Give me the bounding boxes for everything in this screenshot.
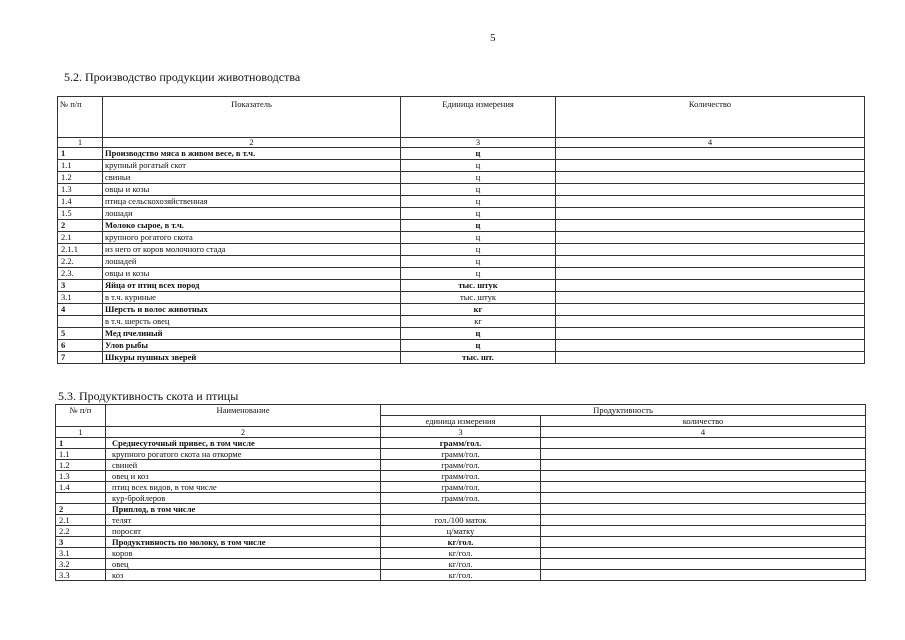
header-number: № п/п xyxy=(56,405,106,427)
row-quantity xyxy=(541,471,866,482)
row-number: 1 xyxy=(56,438,106,449)
row-quantity xyxy=(541,504,866,515)
row-number: 3.1 xyxy=(58,292,103,304)
row-name: овцы и козы xyxy=(103,184,401,196)
row-quantity xyxy=(556,148,865,160)
row-name: коров xyxy=(106,548,381,559)
page-number: 5 xyxy=(490,32,496,44)
row-number: 2.1 xyxy=(56,515,106,526)
row-quantity xyxy=(541,548,866,559)
table-row xyxy=(56,515,866,526)
row-number: 1 xyxy=(58,148,103,160)
table-row xyxy=(58,316,865,328)
header-unit: единица измерения xyxy=(381,416,541,427)
row-unit: ц xyxy=(401,160,556,172)
row-unit: ц/матку xyxy=(381,526,541,537)
table-row xyxy=(56,449,866,460)
table-row xyxy=(56,537,866,548)
column-number: 2 xyxy=(106,427,381,438)
row-quantity xyxy=(541,537,866,548)
table-row xyxy=(56,559,866,570)
table-row xyxy=(58,196,865,208)
row-unit: ц xyxy=(401,196,556,208)
row-quantity xyxy=(541,493,866,504)
row-unit: тыс. штук xyxy=(401,280,556,292)
row-name: кур-бройлеров xyxy=(106,493,381,504)
row-unit: грамм/гол. xyxy=(381,471,541,482)
row-unit xyxy=(381,504,541,515)
row-name: Производство мяса в живом весе, в т.ч. xyxy=(103,148,401,160)
column-number: 1 xyxy=(58,138,103,148)
row-name: из него от коров молочного стада xyxy=(103,244,401,256)
table-row xyxy=(58,352,865,364)
row-unit: тыс. шт. xyxy=(401,352,556,364)
row-name: овец и коз xyxy=(106,471,381,482)
row-number xyxy=(56,493,106,504)
header-quantity: Количество xyxy=(556,97,865,138)
productivity-table xyxy=(55,404,866,581)
row-name: Шерсть и волос животных xyxy=(103,304,401,316)
row-number: 2.1 xyxy=(58,232,103,244)
row-quantity xyxy=(556,232,865,244)
column-number: 3 xyxy=(381,427,541,438)
row-unit: грамм/гол. xyxy=(381,449,541,460)
row-quantity xyxy=(556,316,865,328)
row-number: 1.3 xyxy=(58,184,103,196)
row-name: Шкуры пушных зверей xyxy=(103,352,401,364)
row-unit: кг xyxy=(401,316,556,328)
table-row xyxy=(56,460,866,471)
column-number: 1 xyxy=(56,427,106,438)
row-number: 1.3 xyxy=(56,471,106,482)
row-name: крупный рогатый скот xyxy=(103,160,401,172)
row-quantity xyxy=(541,526,866,537)
table-row xyxy=(58,304,865,316)
row-unit: ц xyxy=(401,208,556,220)
row-unit: ц xyxy=(401,328,556,340)
row-quantity xyxy=(541,482,866,493)
column-number-row xyxy=(58,138,865,148)
row-unit: грамм/гол. xyxy=(381,438,541,449)
row-name: овец xyxy=(106,559,381,570)
row-number: 3.1 xyxy=(56,548,106,559)
row-quantity xyxy=(556,220,865,232)
row-unit: ц xyxy=(401,256,556,268)
row-number: 1.4 xyxy=(58,196,103,208)
row-quantity xyxy=(556,280,865,292)
column-number: 3 xyxy=(401,138,556,148)
row-unit: ц xyxy=(401,184,556,196)
row-name: Молоко сырое, в т.ч. xyxy=(103,220,401,232)
row-quantity xyxy=(556,244,865,256)
row-quantity xyxy=(556,184,865,196)
row-number: 1.1 xyxy=(58,160,103,172)
row-unit: тыс. штук xyxy=(401,292,556,304)
row-quantity xyxy=(541,438,866,449)
table-row xyxy=(58,256,865,268)
table-row xyxy=(58,172,865,184)
row-number: 1.2 xyxy=(56,460,106,471)
row-name: птиц всех видов, в том числе xyxy=(106,482,381,493)
livestock-production-table xyxy=(57,96,865,364)
row-quantity xyxy=(541,559,866,570)
table-row xyxy=(58,148,865,160)
row-name: Улов рыбы xyxy=(103,340,401,352)
row-unit: кг/гол. xyxy=(381,537,541,548)
row-name: Продуктивность по молоку, в том числе xyxy=(106,537,381,548)
row-number: 3.3 xyxy=(56,570,106,581)
row-name: Мед пчелиный xyxy=(103,328,401,340)
row-unit: ц xyxy=(401,232,556,244)
row-unit: ц xyxy=(401,220,556,232)
row-number: 7 xyxy=(58,352,103,364)
row-unit: кг xyxy=(401,304,556,316)
row-number: 1.2 xyxy=(58,172,103,184)
row-number: 1.4 xyxy=(56,482,106,493)
table-row xyxy=(58,244,865,256)
row-name: телят xyxy=(106,515,381,526)
row-number: 2.2. xyxy=(58,256,103,268)
table-row xyxy=(58,292,865,304)
row-name: в т.ч. шерсть овец xyxy=(103,316,401,328)
row-number: 3.2 xyxy=(56,559,106,570)
table-row xyxy=(56,526,866,537)
row-name: птица сельскохозяйственная xyxy=(103,196,401,208)
header-unit: Единица измерения xyxy=(401,97,556,138)
row-name: поросят xyxy=(106,526,381,537)
row-unit: ц xyxy=(401,340,556,352)
row-name: в т.ч. куриные xyxy=(103,292,401,304)
row-quantity xyxy=(556,256,865,268)
table-row xyxy=(58,232,865,244)
row-name: Среднесуточный привес, в том числе xyxy=(106,438,381,449)
row-unit: ц xyxy=(401,148,556,160)
row-name: Приплод, в том числе xyxy=(106,504,381,515)
header-name: Наименование xyxy=(106,405,381,427)
row-number: 2 xyxy=(56,504,106,515)
row-unit: ц xyxy=(401,268,556,280)
row-name: коз xyxy=(106,570,381,581)
row-name: лошади xyxy=(103,208,401,220)
row-quantity xyxy=(541,460,866,471)
row-number: 1.5 xyxy=(58,208,103,220)
row-quantity xyxy=(556,208,865,220)
row-number: 6 xyxy=(58,340,103,352)
table-row xyxy=(56,493,866,504)
row-quantity xyxy=(556,352,865,364)
row-quantity xyxy=(541,515,866,526)
row-quantity xyxy=(541,449,866,460)
row-name: свиней xyxy=(106,460,381,471)
row-name: лошадей xyxy=(103,256,401,268)
table-row xyxy=(58,184,865,196)
table-row xyxy=(58,328,865,340)
table-row xyxy=(58,208,865,220)
table-row xyxy=(56,482,866,493)
table-row xyxy=(56,471,866,482)
row-quantity xyxy=(556,328,865,340)
row-number: 2.2 xyxy=(56,526,106,537)
column-number: 2 xyxy=(103,138,401,148)
column-number: 4 xyxy=(556,138,865,148)
section-title-livestock-production: 5.2. Производство продукции животноводства xyxy=(64,70,301,84)
table-row xyxy=(58,340,865,352)
section-title-productivity: 5.3. Продуктивность скота и птицы xyxy=(58,389,239,403)
row-name: овцы и козы xyxy=(103,268,401,280)
row-unit: грамм/гол. xyxy=(381,493,541,504)
row-number: 5 xyxy=(58,328,103,340)
table-row xyxy=(56,570,866,581)
table-row xyxy=(56,548,866,559)
row-quantity xyxy=(556,160,865,172)
table-header-row xyxy=(56,405,866,416)
row-number: 2 xyxy=(58,220,103,232)
row-unit: кг/гол. xyxy=(381,548,541,559)
row-number: 2.1.1 xyxy=(58,244,103,256)
row-number: 3 xyxy=(58,280,103,292)
column-number-row xyxy=(56,427,866,438)
row-quantity xyxy=(556,292,865,304)
row-number: 4 xyxy=(58,304,103,316)
header-number: № п/п xyxy=(58,97,103,138)
row-unit: ц xyxy=(401,172,556,184)
table-row xyxy=(58,268,865,280)
row-unit: грамм/гол. xyxy=(381,482,541,493)
row-quantity xyxy=(556,268,865,280)
row-number xyxy=(58,316,103,328)
table-row xyxy=(58,220,865,232)
row-unit: кг/гол. xyxy=(381,570,541,581)
row-quantity xyxy=(556,304,865,316)
row-unit: ц xyxy=(401,244,556,256)
row-quantity xyxy=(556,172,865,184)
table-row xyxy=(56,504,866,515)
table-row xyxy=(58,160,865,172)
row-number: 3 xyxy=(56,537,106,548)
row-number: 1.1 xyxy=(56,449,106,460)
row-quantity xyxy=(556,196,865,208)
row-quantity xyxy=(556,340,865,352)
row-name: крупного рогатого скота на откорме xyxy=(106,449,381,460)
header-quantity: количество xyxy=(541,416,866,427)
row-quantity xyxy=(541,570,866,581)
column-number: 4 xyxy=(541,427,866,438)
row-number: 2.3. xyxy=(58,268,103,280)
header-indicator: Показатель xyxy=(103,97,401,138)
table-header-row xyxy=(58,97,865,138)
table-row xyxy=(56,438,866,449)
row-unit: гол./100 маток xyxy=(381,515,541,526)
header-productivity: Продуктивность xyxy=(381,405,866,416)
table-row xyxy=(58,280,865,292)
row-name: Яйца от птиц всех пород xyxy=(103,280,401,292)
row-unit: грамм/гол. xyxy=(381,460,541,471)
row-name: крупного рогатого скота xyxy=(103,232,401,244)
row-unit: кг/гол. xyxy=(381,559,541,570)
row-name: свиньи xyxy=(103,172,401,184)
